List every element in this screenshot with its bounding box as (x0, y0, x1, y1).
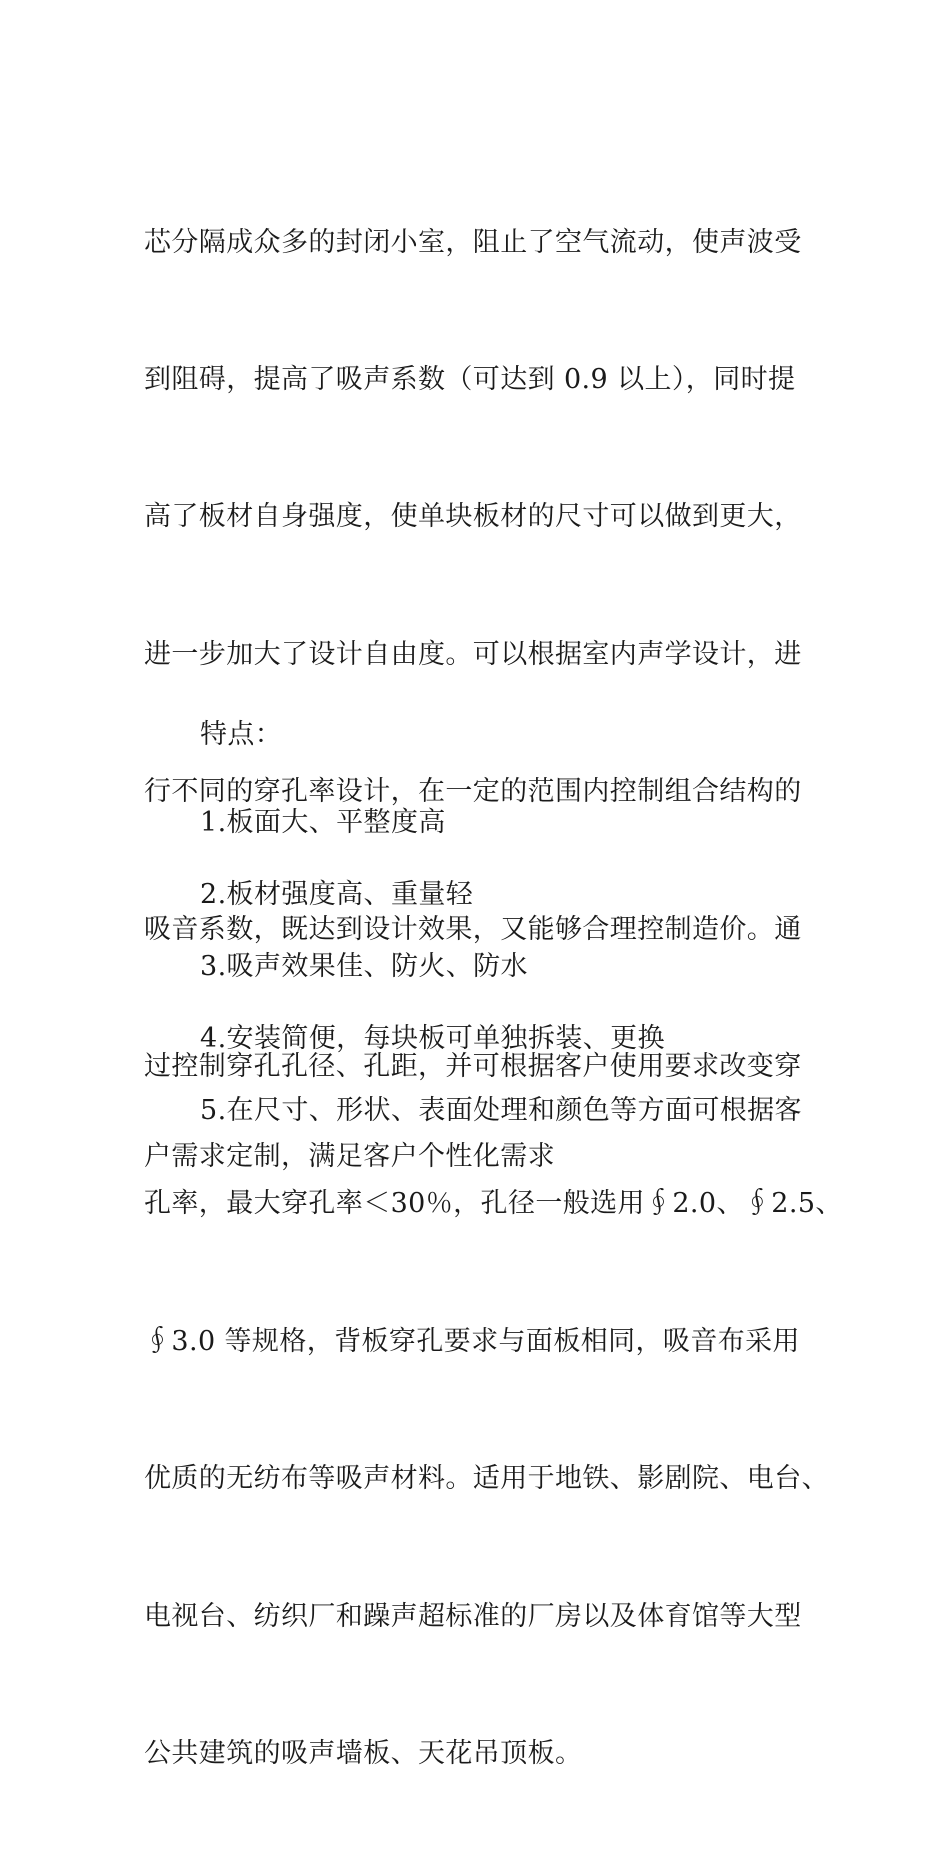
body-line: 公共建筑的吸声墙板、天花吊顶板。 (144, 1737, 583, 1769)
body-line: 吸音系数，既达到设计效果，又能够合理控制造价。通 (144, 913, 802, 945)
features-heading: 特点： (200, 719, 283, 750)
body-line: 孔率，最大穿孔率＜30％，孔径一般选用∮2.0、∮2.5、 (144, 1188, 843, 1220)
feature-item: 4.安装简便，每块板可单独拆装、更换 (200, 1023, 665, 1054)
body-paragraph (144, 128, 843, 1868)
feature-item: 2.板材强度高、重量轻 (200, 879, 474, 910)
body-line: 进一步加大了设计自由度。可以根据室内声学设计，进 (144, 638, 802, 670)
body-line: 芯分隔成众多的封闭小室，阻止了空气流动，使声波受 (144, 226, 802, 258)
body-line: ∮3.0 等规格，背板穿孔要求与面板相同，吸音布采用 (144, 1325, 800, 1357)
body-line: 过控制穿孔孔径、孔距，并可根据客户使用要求改变穿 (144, 1050, 802, 1082)
body-line: 行不同的穿孔率设计，在一定的范围内控制组合结构的 (144, 776, 802, 808)
body-line: 到阻碍，提高了吸声系数（可达到 0.9 以上），同时提 (144, 363, 796, 395)
feature-item: 5.在尺寸、形状、表面处理和颜色等方面可根据客 (200, 1095, 802, 1126)
body-line: 高了板材自身强度，使单块板材的尺寸可以做到更大， (144, 501, 802, 533)
feature-item-continuation: 户需求定制，满足客户个性化需求 (144, 1141, 555, 1172)
feature-item: 3.吸声效果佳、防火、防水 (200, 951, 528, 982)
body-line: 优质的无纺布等吸声材料。适用于地铁、影剧院、电台、 (144, 1463, 829, 1495)
feature-item: 1.板面大、平整度高 (200, 807, 446, 838)
body-line: 电视台、纺织厂和躁声超标准的厂房以及体育馆等大型 (144, 1600, 802, 1632)
